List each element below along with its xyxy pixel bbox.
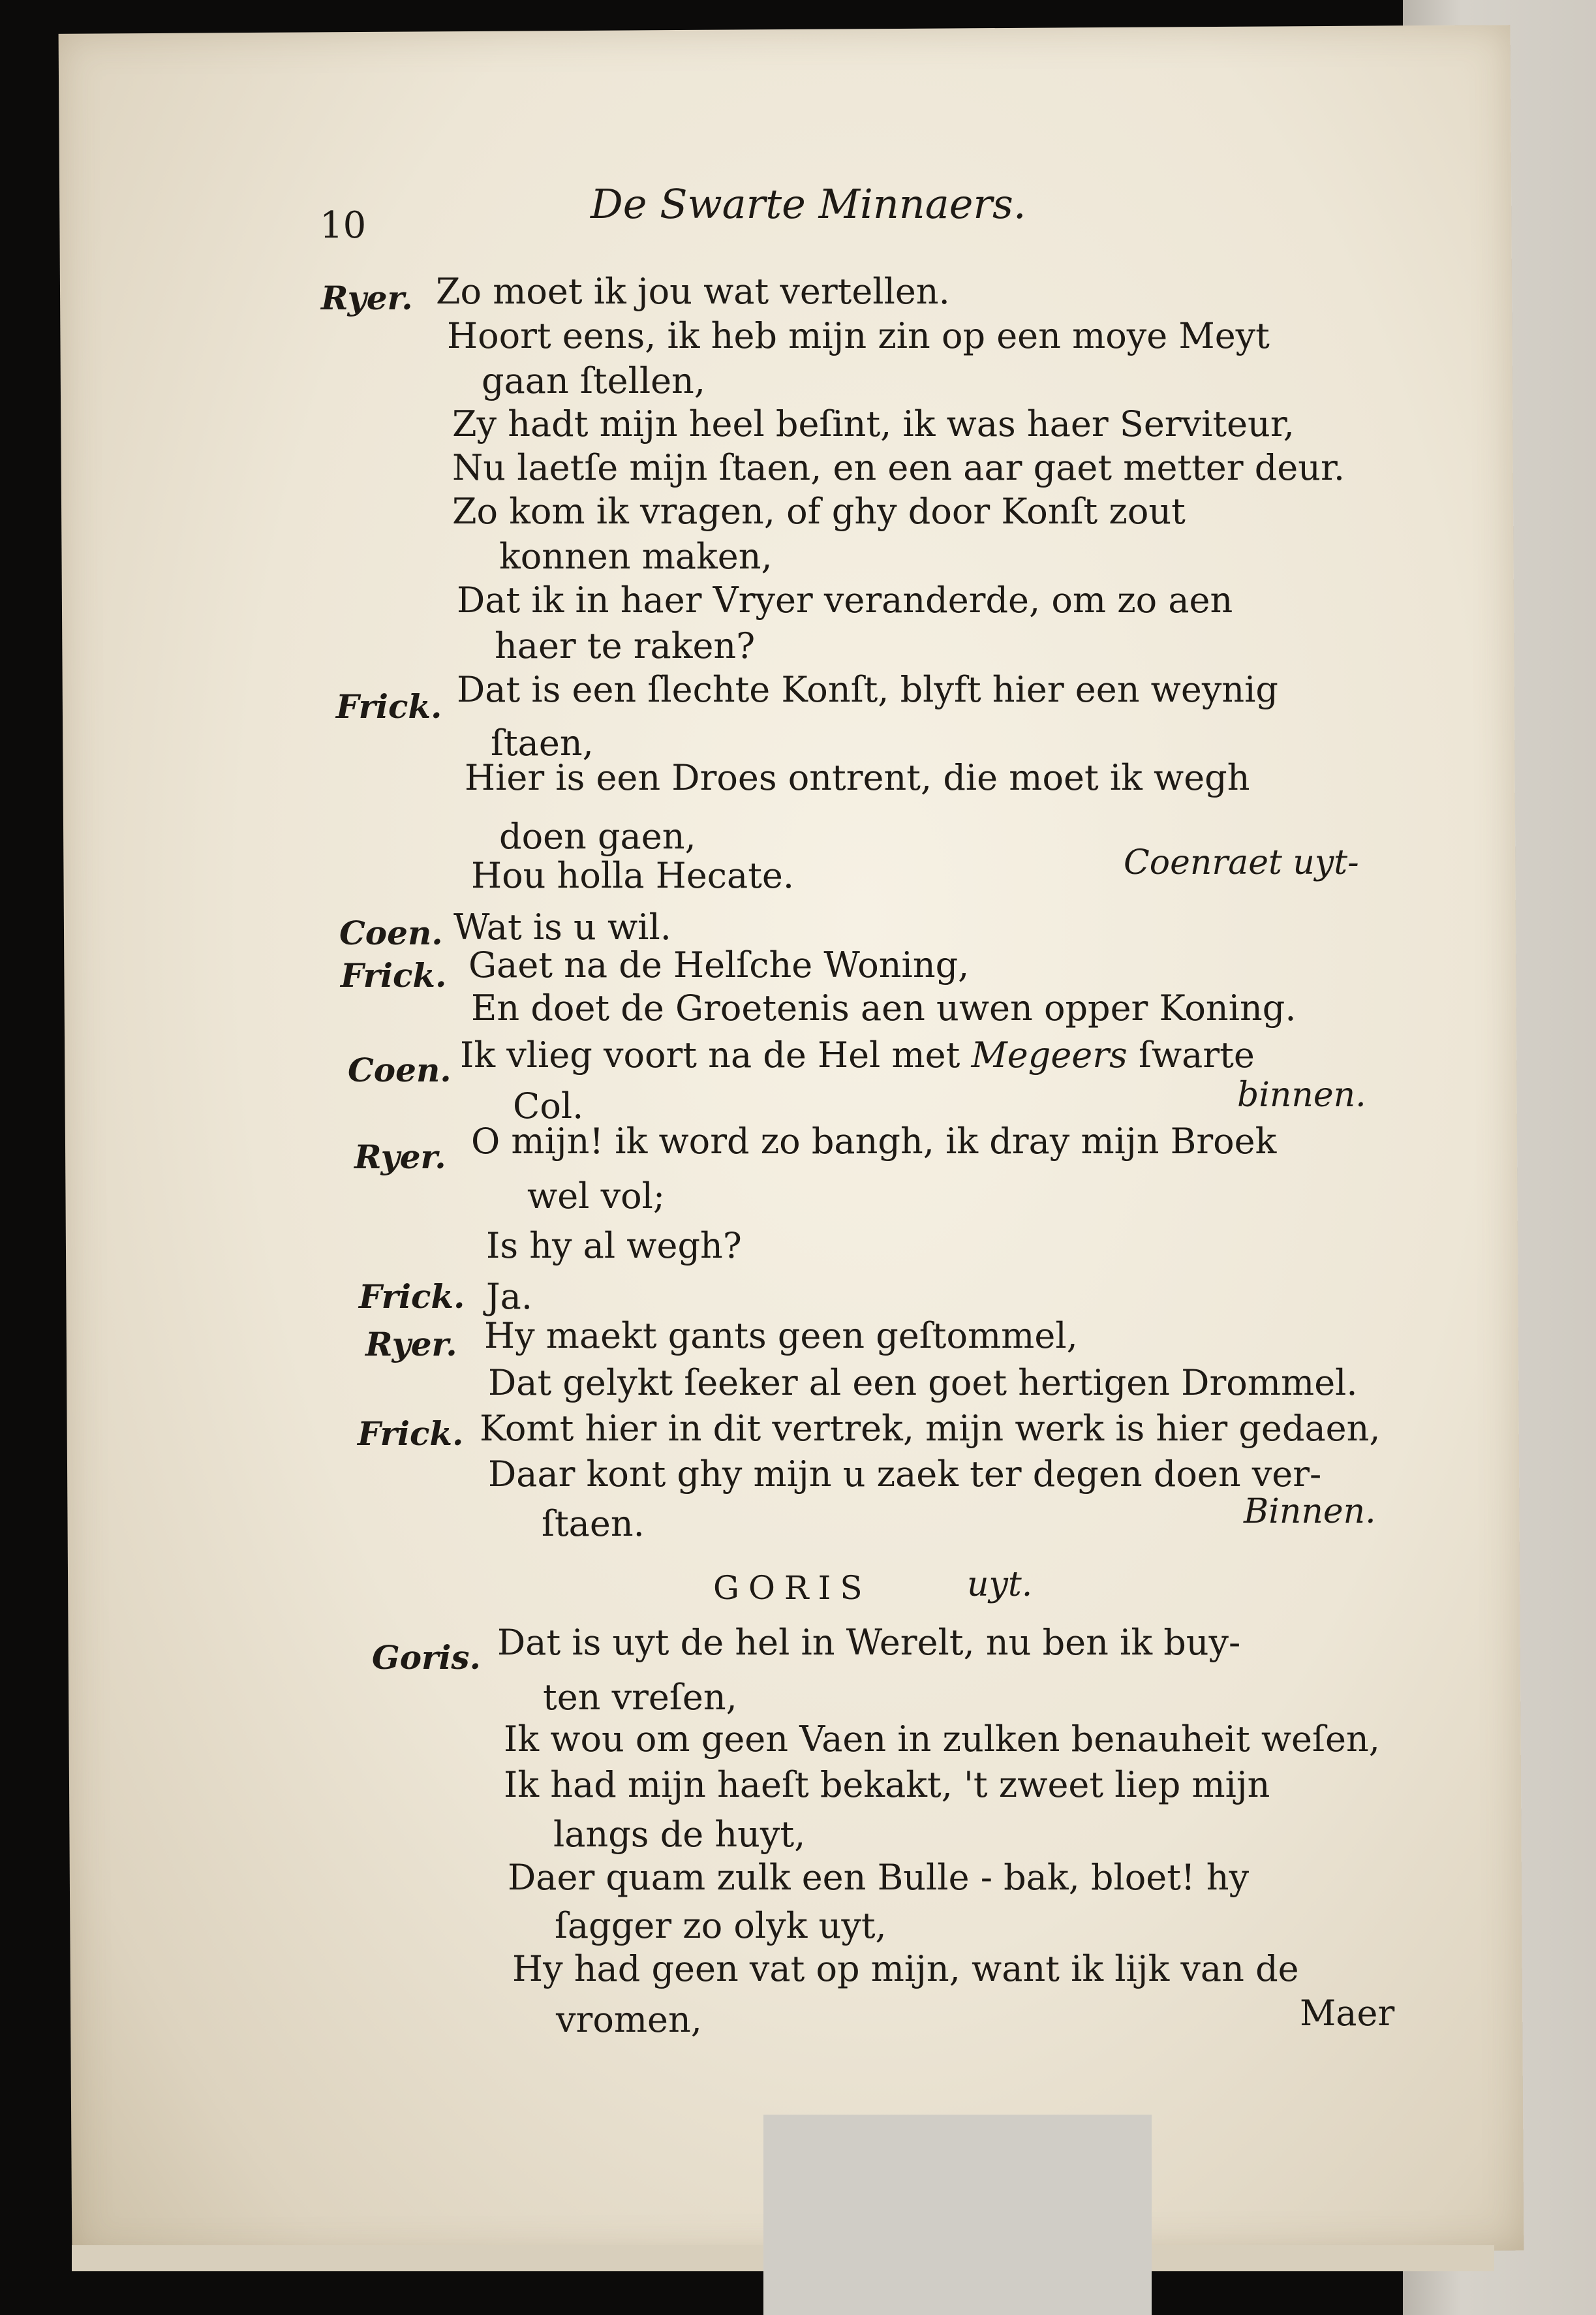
stage-direction: binnen. (1237, 1076, 1366, 1115)
verse-line: ten vreſen, (543, 1677, 737, 1718)
scene-heading-direction: uyt. (967, 1565, 1033, 1604)
speaker-name: Goris. (372, 1638, 481, 1677)
verse-line: Ik had mijn haeſt bekakt, 't zweet liep mijn (504, 1764, 1270, 1805)
verse-line: ſtaen. (542, 1503, 645, 1544)
verse-line: ſtaen, (491, 722, 594, 764)
stage-direction: Binnen. (1244, 1492, 1376, 1531)
stage-direction: Coenraet uyt- (1124, 843, 1359, 882)
verse-line: Dat is een ſlechte Konſt, blyft hier een weynig (457, 669, 1278, 710)
speaker-name: Ryer. (321, 279, 413, 317)
speaker-name: Frick. (358, 1414, 464, 1453)
speaker-name: Coen. (339, 914, 443, 952)
verse-line: Zo kom ik vragen, of ghy door Konſt zout (452, 491, 1186, 532)
speaker-name: Ryer. (365, 1325, 457, 1363)
verse-line: Wat is u wil. (453, 907, 671, 948)
verse-line: Daer quam zulk een Bulle - bak, bloet! hy (508, 1857, 1250, 1898)
verse-line: konnen maken, (499, 536, 773, 577)
verse-line: En doet de Groetenis aen uwen opper Koning. (471, 987, 1297, 1029)
speaker-name: Frick. (341, 956, 447, 995)
italic-name: Megeers (971, 1034, 1128, 1076)
verse-line: Zo moet ik jou wat vertellen. (436, 271, 950, 312)
verse-line: Zy hadt mijn heel beſint, ik was haer Serviteur, (452, 403, 1295, 444)
verse-line: Hoort eens, ik heb mijn zin op een moye Meyt (447, 315, 1270, 356)
verse-line: Ik wou om geen Vaen in zulken benauheit weſen, (504, 1718, 1380, 1760)
verse-line: Nu laetſe mijn ſtaen, en een aar gaet metter deur. (452, 447, 1345, 488)
catchword: Maer (1300, 1993, 1395, 2034)
verse-line: Gaet na de Helſche Woning, (468, 944, 970, 986)
verse-line: Dat is uyt de hel in Werelt, nu ben ik buy- (497, 1622, 1241, 1663)
speaker-name: Coen. (348, 1051, 452, 1089)
speaker-name: Ryer. (354, 1138, 446, 1176)
verse-line: Hy had geen vat op mijn, want ik lijk van de (512, 1948, 1299, 1989)
verse-line: Hier is een Droes ontrent, die moet ik wegh (465, 757, 1250, 798)
page-number: 10 (320, 204, 367, 247)
verse-line: ſagger zo olyk uyt, (555, 1905, 887, 1946)
verse-line: Dat gelykt ſeeker al een goet hertigen Drommel. (488, 1362, 1358, 1403)
verse-line: O mijn! ik word zo bangh, ik dray mijn Broek (471, 1121, 1277, 1162)
verse-line: haer te raken? (495, 625, 756, 666)
verse-line: doen gaen, (499, 816, 696, 857)
verse-line: Daar kont ghy mijn u zaek ter degen doen ver- (488, 1453, 1322, 1495)
verse-line: wel vol; (527, 1175, 666, 1217)
verse-line: langs de huyt, (553, 1814, 806, 1855)
running-title: De Swarte Minnaers. (591, 180, 1026, 228)
verse-line: Hou holla Hecate. (471, 855, 795, 896)
verse-text: Ik vlieg voort na de Hel met (460, 1034, 960, 1076)
verse-line: Col. (513, 1085, 584, 1126)
verse-line: Komt hier in dit vertrek, mijn werk is hier gedaen, (480, 1408, 1381, 1449)
verse-line: Is hy al wegh? (486, 1225, 742, 1266)
speaker-name: Frick. (336, 687, 442, 726)
verse-line: Hy maekt gants geen geſtommel, (484, 1315, 1078, 1356)
verse-text: ſwarte (1138, 1034, 1255, 1076)
blank-tab (763, 2115, 1152, 2315)
verse-line (460, 1034, 1255, 1076)
verse-line: Ja. (486, 1276, 533, 1317)
verse-line: gaan ſtellen, (482, 360, 705, 401)
verse-line: vromen, (556, 1999, 702, 2040)
verse-line: Dat ik in haer Vryer veranderde, om zo aen (457, 580, 1233, 621)
speaker-name: Frick. (359, 1277, 465, 1316)
scene-heading: GORIS (713, 1569, 872, 1607)
